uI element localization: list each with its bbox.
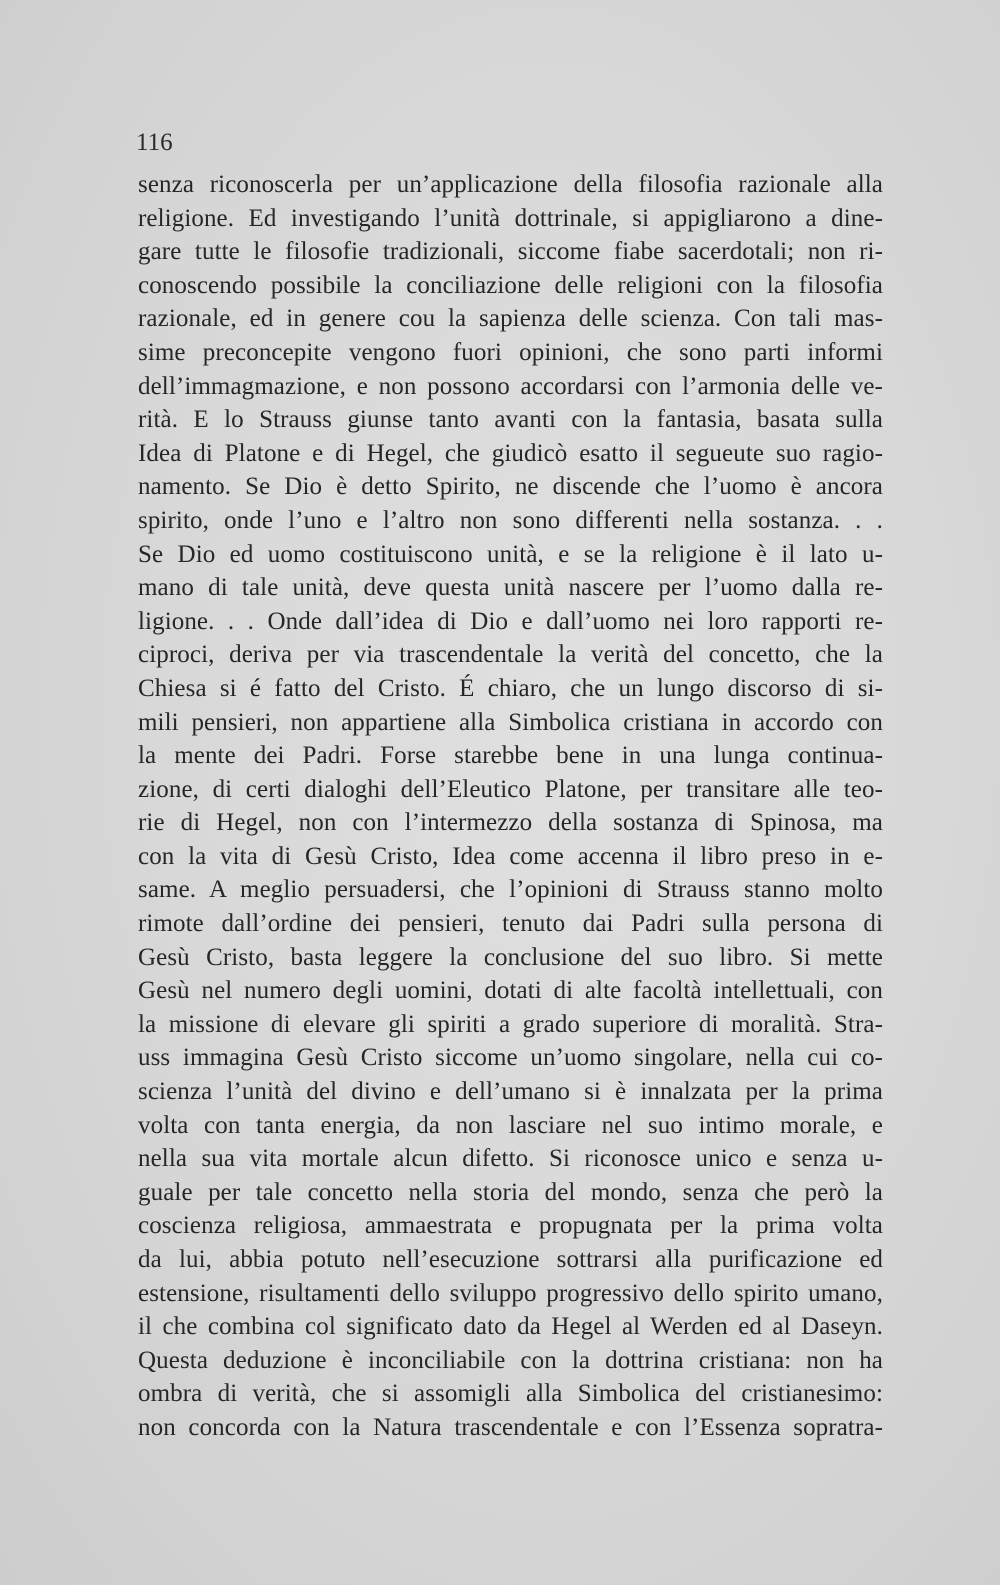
text-line-9: Idea di Platone e di Hegel, che giudicò esatto il segueute suo ragio- (138, 439, 883, 467)
text-line-25: Gesù nel numero degli uomini, dotati di alte facoltà intellettuali, con (138, 977, 883, 1005)
text-line-27: uss immagina Gesù Cristo siccome un’uomo singolare, nella cui co- (138, 1044, 883, 1072)
page-number: 116 (136, 129, 173, 156)
text-line-23: rimote dall’ordine dei pensieri, tenuto dai Padri sulla persona di (138, 910, 883, 938)
text-line-33: da lui, abbia potuto nell’esecuzione sottrarsi alla purificazione ed (138, 1246, 883, 1273)
text-line-38: non concorda con la Natura trascendentale e con l’Essenza sopratra- (138, 1413, 883, 1441)
text-line-37: ombra di verità, che si assomigli alla Simbolica del cristianesimo: (138, 1380, 883, 1408)
text-line-4: conoscendo possibile la conciliazione delle religioni con la filosofia (138, 271, 883, 299)
text-line-14: ligione. . . Onde dall’idea di Dio e dall’uomo nei loro rapporti re- (138, 607, 883, 635)
text-line-29: volta con tanta energia, da non lasciare nel suo intimo morale, e (138, 1111, 883, 1139)
text-line-36: Questa deduzione è inconciliabile con la dottrina cristiana: non ha (138, 1346, 883, 1374)
text-line-28: scienza l’unità del divino e dell’umano si è innalzata per la prima (138, 1078, 883, 1106)
text-line-19: zione, di certi dialoghi dell’Eleutico Platone, per transitare alle teo- (138, 775, 883, 803)
text-line-34: estensione, risultamenti dello sviluppo progressivo dello spirito umano, (138, 1279, 883, 1307)
text-line-32: coscienza religiosa, ammaestrata e propugnata per la prima volta (138, 1212, 883, 1240)
text-line-3: gare tutte le filosofie tradizionali, siccome fiabe sacerdotali; non ri- (138, 238, 883, 266)
text-line-8: rità. E lo Strauss giunse tanto avanti con la fantasia, basata sulla (138, 406, 883, 434)
body-text (138, 168, 883, 1445)
text-line-13: mano di tale unità, deve questa unità nascere per l’uomo dalla re- (138, 574, 883, 602)
text-line-16: Chiesa si é fatto del Cristo. É chiaro, che un lungo discorso di si- (138, 674, 883, 702)
text-line-31: guale per tale concetto nella storia del mondo, senza che però la (138, 1178, 883, 1206)
text-line-15: ciproci, deriva per via trascendentale la verità del concetto, che la (138, 641, 883, 669)
text-line-12: Se Dio ed uomo costituiscono unità, e se la religione è il lato u- (138, 540, 883, 568)
text-line-11: spirito, onde l’uno e l’altro non sono differenti nella sostanza. . . (138, 506, 883, 534)
text-line-6: sime preconcepite vengono fuori opinioni, che sono parti informi (138, 338, 883, 366)
text-line-18: la mente dei Padri. Forse starebbe bene in una lunga continua- (138, 742, 883, 770)
text-line-20: rie di Hegel, non con l’intermezzo della sostanza di Spinosa, ma (138, 809, 883, 837)
text-line-22: same. A meglio persuadersi, che l’opinioni di Strauss stanno molto (138, 876, 883, 904)
text-line-35: il che combina col significato dato da Hegel al Werden ed al Daseyn. (138, 1313, 883, 1341)
text-line-17: mili pensieri, non appartiene alla Simbolica cristiana in accordo con (138, 708, 883, 736)
text-line-24: Gesù Cristo, basta leggere la conclusione del suo libro. Si mette (138, 943, 883, 971)
text-line-21: con la vita di Gesù Cristo, Idea come accenna il libro preso in e- (138, 842, 883, 870)
text-line-1: senza riconoscerla per un’applicazione della filosofia razionale alla (138, 171, 883, 198)
text-line-5: razionale, ed in genere cou la sapienza delle scienza. Con tali mas- (138, 305, 883, 333)
text-line-7: dell’immagmazione, e non possono accordarsi con l’armonia delle ve- (138, 372, 883, 400)
text-line-10: namento. Se Dio è detto Spirito, ne discende che l’uomo è ancora (138, 473, 883, 501)
text-line-2: religione. Ed investigando l’unità dottrinale, si appigliarono a dine- (138, 204, 883, 232)
text-line-26: la missione di elevare gli spiriti a grado superiore di moralità. Stra- (138, 1010, 883, 1038)
text-line-30: nella sua vita mortale alcun difetto. Si riconosce unico e senza u- (138, 1145, 883, 1173)
